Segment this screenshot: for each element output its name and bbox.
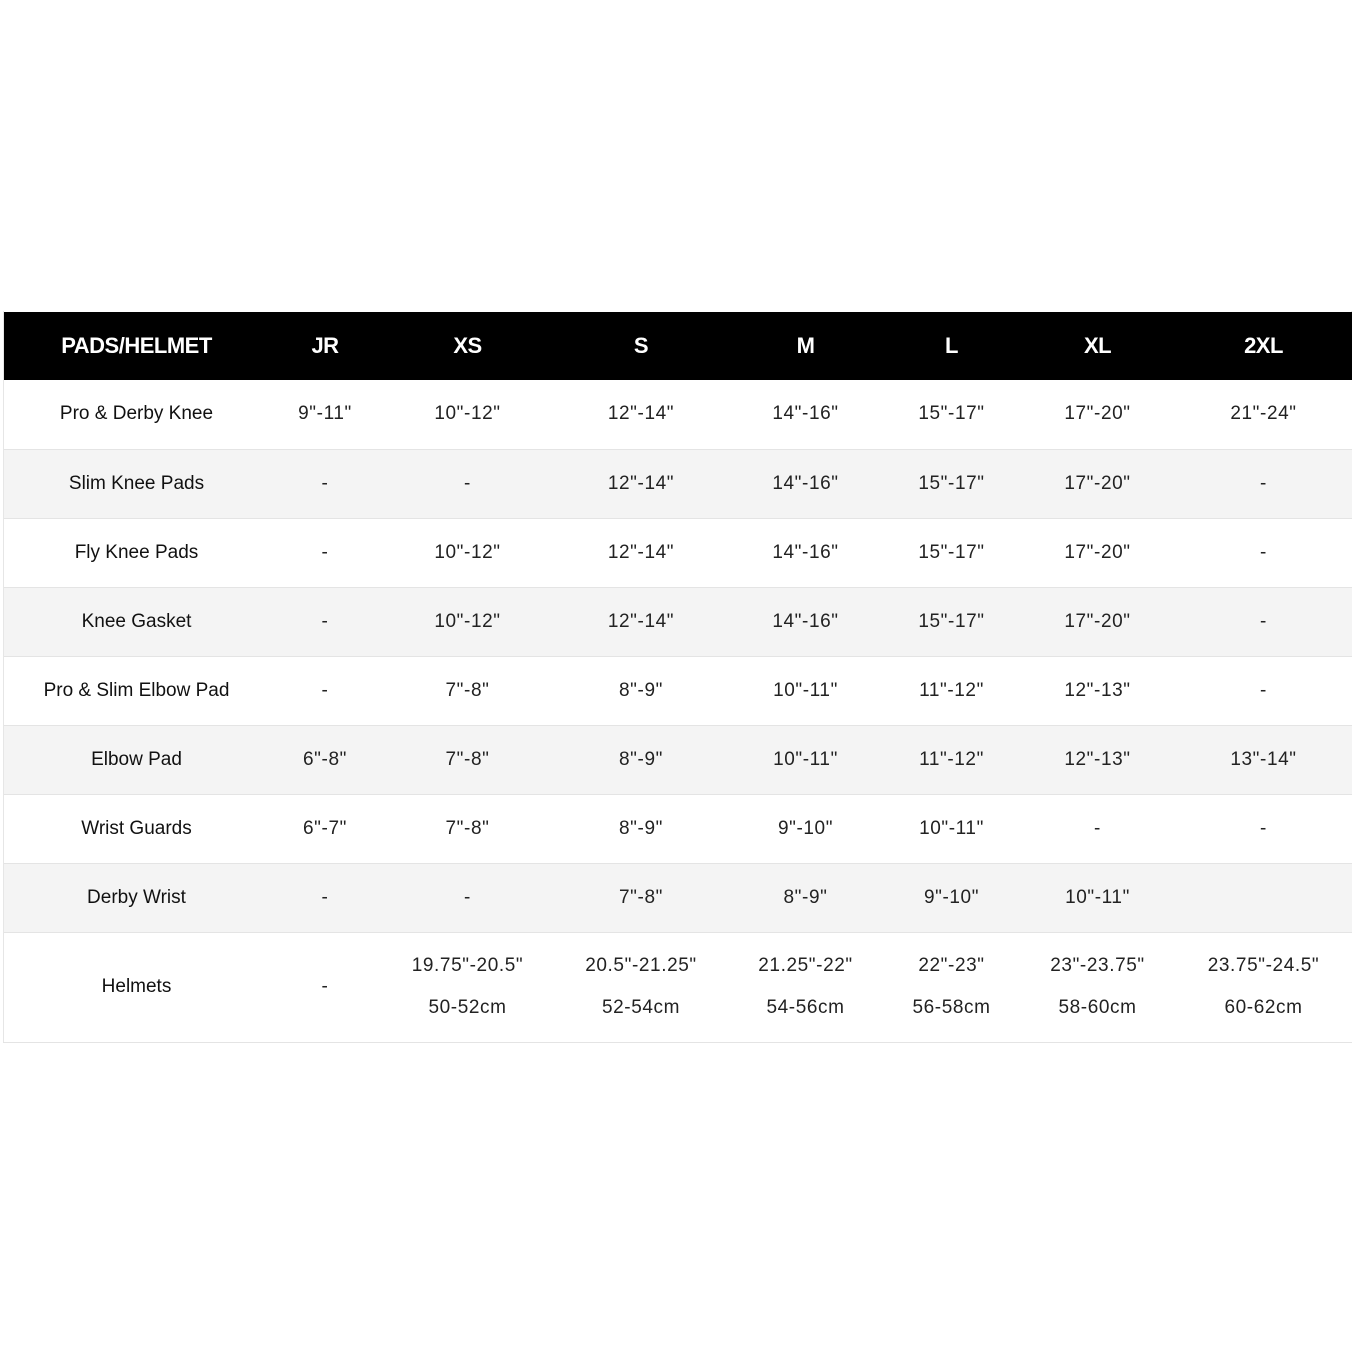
- size-cell-s: [554, 518, 728, 587]
- size-cell-m: [728, 932, 883, 1042]
- size-cell-xl: [1020, 587, 1175, 656]
- size-value: 9"-11": [298, 403, 352, 425]
- table-row: [4, 863, 1352, 932]
- size-cell-2xl: [1175, 794, 1352, 863]
- size-cell-m: [728, 518, 883, 587]
- size-value: 7"-8": [445, 748, 490, 770]
- size-value: 10"-12": [434, 610, 501, 632]
- size-cell-xs: [381, 794, 554, 863]
- size-cell-2xl: [1175, 863, 1352, 932]
- size-cell-2xl: [1175, 518, 1352, 587]
- size-value: 6"-8": [303, 748, 347, 770]
- size-cell-xs: [381, 932, 554, 1042]
- size-cell-l: [883, 380, 1020, 449]
- size-value: 15"-17": [918, 541, 985, 563]
- size-cell-s: [554, 380, 728, 449]
- size-value: 10"-11": [1065, 886, 1130, 908]
- size-value: 12"-13": [1064, 679, 1131, 701]
- size-cell-s: [554, 587, 728, 656]
- size-cell-l: [883, 932, 1020, 1042]
- size-cell-l: [883, 656, 1020, 725]
- size-cell-2xl: [1175, 380, 1352, 449]
- size-value: 7"-8": [445, 679, 490, 701]
- size-cell-xs: [381, 449, 554, 518]
- table-row: [4, 725, 1352, 794]
- size-cell-2xl: [1175, 725, 1352, 794]
- size-cell-jr: [269, 587, 381, 656]
- header-size-xs: XS: [453, 333, 482, 358]
- size-chart-table: [4, 312, 1352, 1043]
- size-value: 11"-12": [919, 679, 984, 701]
- size-value: 12"-14": [607, 541, 675, 563]
- size-cell-xs: [381, 587, 554, 656]
- size-chart-body: [4, 380, 1352, 1042]
- row-label: Slim Knee Pads: [68, 472, 205, 494]
- size-value-metric: 54-56cm: [766, 997, 845, 1018]
- header-size-xl: XL: [1083, 333, 1112, 358]
- table-row: [4, 380, 1352, 449]
- table-row: [4, 932, 1352, 1042]
- size-cell-m: [728, 656, 883, 725]
- table-row: [4, 587, 1352, 656]
- size-value-metric: 60-62cm: [1224, 997, 1303, 1018]
- size-cell-xl: [1020, 449, 1175, 518]
- size-cell-jr: [269, 518, 381, 587]
- size-cell-m: [728, 794, 883, 863]
- size-value: -: [1260, 817, 1267, 839]
- size-cell-2xl: [1175, 656, 1352, 725]
- size-cell-m: [728, 449, 883, 518]
- size-cell-l: [883, 587, 1020, 656]
- size-value-metric: 52-54cm: [601, 997, 681, 1018]
- row-label: Derby Wrist: [87, 886, 186, 908]
- header-product-column: PADS/HELMET: [61, 333, 212, 358]
- size-value: -: [1260, 610, 1267, 632]
- size-value: 17"-20": [1064, 403, 1131, 425]
- size-value: -: [321, 472, 329, 494]
- size-cell-jr: [269, 794, 381, 863]
- size-value-metric: 50-52cm: [428, 997, 507, 1018]
- size-value: 7"-8": [445, 817, 490, 839]
- size-cell-xl: [1020, 518, 1175, 587]
- size-value: 17"-20": [1064, 541, 1131, 563]
- size-value: 12"-14": [607, 403, 675, 425]
- size-value: 21"-24": [1230, 403, 1297, 425]
- size-value: 15"-17": [918, 610, 985, 632]
- header-size-jr: JR: [311, 333, 339, 358]
- size-value: 10"-11": [773, 679, 838, 701]
- size-cell-2xl: [1175, 932, 1352, 1042]
- size-cell-xl: [1020, 932, 1175, 1042]
- header-size-m: M: [796, 333, 815, 358]
- size-value: 7"-8": [619, 886, 663, 908]
- size-value: 23.75"-24.5": [1207, 955, 1320, 976]
- row-label: Knee Gasket: [81, 610, 192, 632]
- size-value: 10"-11": [919, 817, 984, 839]
- size-value: 21.25"-22": [758, 955, 853, 976]
- size-cell-xs: [381, 863, 554, 932]
- size-value: -: [1260, 541, 1267, 563]
- size-cell-jr: [269, 449, 381, 518]
- size-value: 12"-13": [1064, 748, 1131, 770]
- size-value: 17"-20": [1064, 610, 1131, 632]
- size-value: -: [464, 472, 471, 494]
- size-cell-jr: [269, 863, 381, 932]
- size-cell-l: [883, 449, 1020, 518]
- header-row: [4, 312, 1352, 380]
- table-row: [4, 518, 1352, 587]
- size-value: -: [1260, 679, 1267, 701]
- size-cell-xl: [1020, 863, 1175, 932]
- table-row: [4, 794, 1352, 863]
- size-value: 15"-17": [918, 403, 985, 425]
- size-value: -: [321, 886, 329, 908]
- size-value: 8"-9": [619, 748, 663, 770]
- size-cell-l: [883, 518, 1020, 587]
- size-cell-jr: [269, 725, 381, 794]
- size-value: 9"-10": [777, 817, 834, 839]
- size-value: 14"-16": [772, 472, 839, 494]
- size-cell-s: [554, 794, 728, 863]
- size-value: 8"-9": [619, 679, 663, 701]
- size-value: 13"-14": [1230, 748, 1297, 770]
- header-size-2xl: 2XL: [1244, 333, 1283, 358]
- size-value: 12"-14": [607, 610, 675, 632]
- size-value: -: [464, 886, 471, 908]
- size-cell-s: [554, 449, 728, 518]
- size-cell-xs: [381, 518, 554, 587]
- size-cell-s: [554, 725, 728, 794]
- size-value: 14"-16": [772, 541, 839, 563]
- table-row: [4, 449, 1352, 518]
- size-cell-xl: [1020, 380, 1175, 449]
- size-value: -: [1260, 472, 1267, 494]
- size-value: 8"-9": [619, 817, 663, 839]
- size-value: -: [321, 610, 329, 632]
- size-cell-l: [883, 794, 1020, 863]
- size-value-metric: 58-60cm: [1058, 997, 1137, 1018]
- table-row: [4, 656, 1352, 725]
- size-value: 6"-7": [303, 817, 347, 839]
- size-value: 14"-16": [772, 403, 839, 425]
- size-value-metric: 56-58cm: [912, 997, 991, 1018]
- size-cell-m: [728, 587, 883, 656]
- size-cell-xs: [381, 380, 554, 449]
- size-cell-jr: [269, 656, 381, 725]
- header-size-l: L: [945, 333, 958, 358]
- size-value: 11"-12": [919, 748, 984, 770]
- size-value: 17"-20": [1064, 472, 1131, 494]
- size-value: 20.5"-21.25": [585, 955, 697, 976]
- row-label: Pro & Derby Knee: [59, 403, 214, 425]
- size-cell-xl: [1020, 794, 1175, 863]
- size-cell-m: [728, 863, 883, 932]
- size-value: 19.75"-20.5": [411, 955, 524, 976]
- size-value: -: [321, 976, 329, 997]
- size-value: -: [1094, 817, 1101, 839]
- size-value: 8"-9": [783, 886, 828, 908]
- size-value: 10"-12": [434, 403, 501, 425]
- size-cell-jr: [269, 380, 381, 449]
- size-value: -: [321, 679, 329, 701]
- row-label: Pro & Slim Elbow Pad: [43, 679, 230, 701]
- size-cell-2xl: [1175, 449, 1352, 518]
- header-size-s: S: [633, 333, 649, 358]
- size-cell-xl: [1020, 656, 1175, 725]
- size-value: 23"-23.75": [1050, 955, 1145, 976]
- size-value: 12"-14": [607, 472, 675, 494]
- size-cell-l: [883, 725, 1020, 794]
- row-label: Wrist Guards: [81, 817, 192, 839]
- size-cell-s: [554, 863, 728, 932]
- size-value: 22"-23": [918, 955, 985, 976]
- size-cell-xs: [381, 725, 554, 794]
- size-cell-s: [554, 656, 728, 725]
- size-value: -: [321, 541, 329, 563]
- size-value: 10"-12": [434, 541, 501, 563]
- size-value: 15"-17": [918, 472, 985, 494]
- size-chart-header: [4, 312, 1352, 380]
- size-value: 9"-10": [923, 886, 980, 908]
- size-cell-m: [728, 380, 883, 449]
- row-label: Helmets: [101, 976, 172, 997]
- size-cell-l: [883, 863, 1020, 932]
- size-cell-xs: [381, 656, 554, 725]
- size-cell-jr: [269, 932, 381, 1042]
- row-label: Elbow Pad: [91, 748, 182, 770]
- size-cell-xl: [1020, 725, 1175, 794]
- size-value: 10"-11": [773, 748, 838, 770]
- size-cell-m: [728, 725, 883, 794]
- row-label: Fly Knee Pads: [74, 541, 199, 563]
- size-value: 14"-16": [772, 610, 839, 632]
- size-cell-2xl: [1175, 587, 1352, 656]
- size-cell-s: [554, 932, 728, 1042]
